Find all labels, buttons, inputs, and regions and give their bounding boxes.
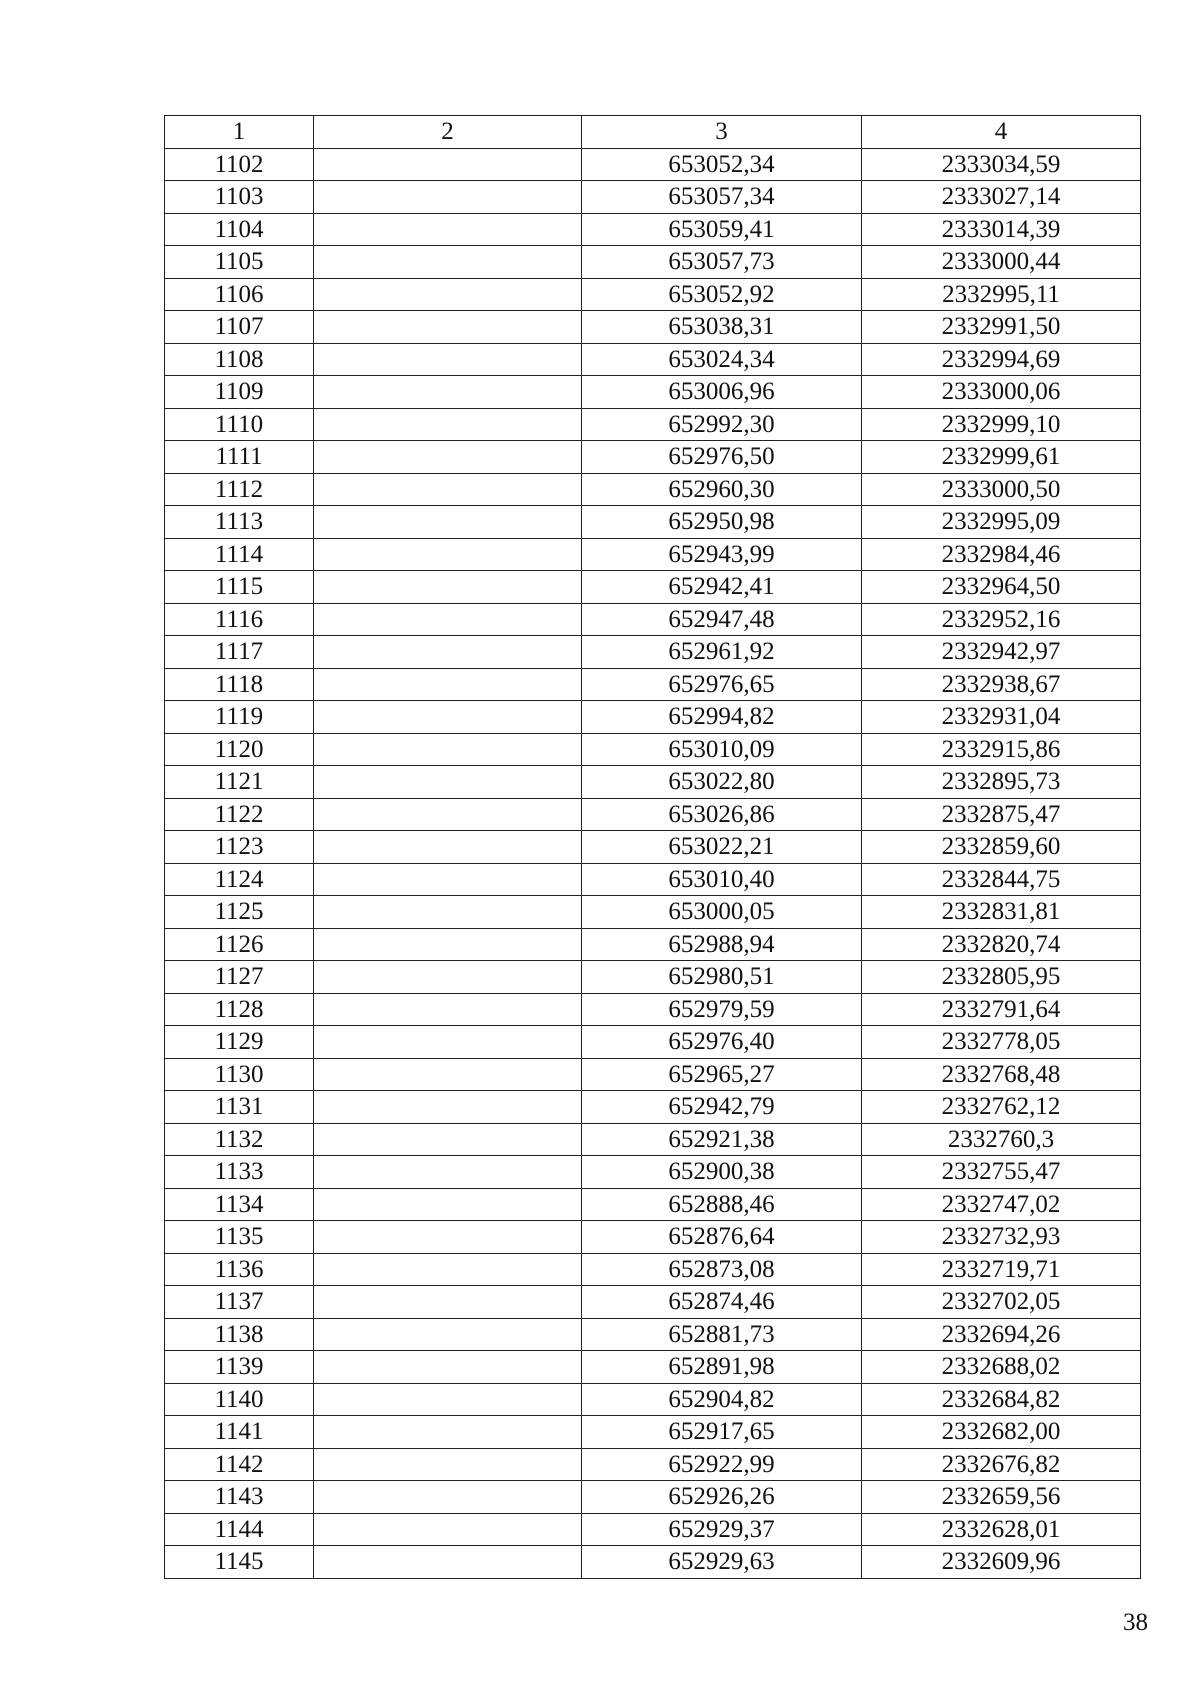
point-number-cell: 1118 [165, 668, 314, 701]
x-coordinate-cell: 652979,59 [582, 993, 862, 1026]
x-coordinate-cell: 652942,79 [582, 1091, 862, 1124]
point-number-cell: 1142 [165, 1448, 314, 1481]
point-number-cell: 1115 [165, 571, 314, 604]
y-coordinate-cell: 2332991,50 [862, 311, 1141, 344]
description-cell [314, 1513, 582, 1546]
table-row [165, 376, 1141, 409]
description-cell [314, 506, 582, 539]
description-cell [314, 181, 582, 214]
y-coordinate-cell: 2332684,82 [862, 1383, 1141, 1416]
table-row [165, 636, 1141, 669]
y-coordinate-cell: 2332995,09 [862, 506, 1141, 539]
description-cell [314, 376, 582, 409]
y-coordinate-cell: 2332844,75 [862, 863, 1141, 896]
table-row [165, 1448, 1141, 1481]
description-cell [314, 701, 582, 734]
y-coordinate-cell: 2332676,82 [862, 1448, 1141, 1481]
y-coordinate-cell: 2332760,3 [862, 1123, 1141, 1156]
y-coordinate-cell: 2332994,69 [862, 343, 1141, 376]
description-cell [314, 246, 582, 279]
y-coordinate-cell: 2332859,60 [862, 831, 1141, 864]
y-coordinate-cell: 2333000,06 [862, 376, 1141, 409]
description-cell [314, 1058, 582, 1091]
description-cell [314, 343, 582, 376]
point-number-cell: 1143 [165, 1481, 314, 1514]
point-number-cell: 1134 [165, 1188, 314, 1221]
description-cell [314, 1448, 582, 1481]
description-cell [314, 408, 582, 441]
coordinates-table [164, 115, 1141, 1579]
x-coordinate-cell: 652873,08 [582, 1253, 862, 1286]
description-cell [314, 993, 582, 1026]
point-number-cell: 1107 [165, 311, 314, 344]
x-coordinate-cell: 653052,34 [582, 148, 862, 181]
point-number-cell: 1102 [165, 148, 314, 181]
x-coordinate-cell: 652921,38 [582, 1123, 862, 1156]
x-coordinate-cell: 653052,92 [582, 278, 862, 311]
table-row [165, 1513, 1141, 1546]
table-row [165, 1383, 1141, 1416]
table-row [165, 311, 1141, 344]
table-row [165, 1058, 1141, 1091]
y-coordinate-cell: 2332931,04 [862, 701, 1141, 734]
table-row [165, 1091, 1141, 1124]
table-row [165, 1221, 1141, 1254]
point-number-cell: 1125 [165, 896, 314, 929]
table-row [165, 278, 1141, 311]
table-row [165, 1253, 1141, 1286]
x-coordinate-cell: 652943,99 [582, 538, 862, 571]
x-coordinate-cell: 652988,94 [582, 928, 862, 961]
point-number-cell: 1140 [165, 1383, 314, 1416]
y-coordinate-cell: 2333027,14 [862, 181, 1141, 214]
x-coordinate-cell: 652950,98 [582, 506, 862, 539]
y-coordinate-cell: 2332688,02 [862, 1351, 1141, 1384]
y-coordinate-cell: 2332831,81 [862, 896, 1141, 929]
column-header-1: 1 [165, 116, 314, 149]
point-number-cell: 1103 [165, 181, 314, 214]
point-number-cell: 1120 [165, 733, 314, 766]
x-coordinate-cell: 652994,82 [582, 701, 862, 734]
y-coordinate-cell: 2332895,73 [862, 766, 1141, 799]
table-row [165, 928, 1141, 961]
table-row [165, 1318, 1141, 1351]
page-number: 38 [1123, 1609, 1148, 1636]
table-row [165, 408, 1141, 441]
x-coordinate-cell: 653006,96 [582, 376, 862, 409]
description-cell [314, 441, 582, 474]
y-coordinate-cell: 2332628,01 [862, 1513, 1141, 1546]
table-header-row [165, 116, 1141, 149]
point-number-cell: 1112 [165, 473, 314, 506]
table-row [165, 831, 1141, 864]
table-row [165, 441, 1141, 474]
column-header-3: 3 [582, 116, 862, 149]
y-coordinate-cell: 2332719,71 [862, 1253, 1141, 1286]
table-row [165, 1481, 1141, 1514]
point-number-cell: 1137 [165, 1286, 314, 1319]
x-coordinate-cell: 652929,63 [582, 1546, 862, 1579]
description-cell [314, 311, 582, 344]
x-coordinate-cell: 652976,65 [582, 668, 862, 701]
x-coordinate-cell: 653010,40 [582, 863, 862, 896]
point-number-cell: 1136 [165, 1253, 314, 1286]
x-coordinate-cell: 653057,34 [582, 181, 862, 214]
table-row [165, 1546, 1141, 1579]
description-cell [314, 213, 582, 246]
point-number-cell: 1106 [165, 278, 314, 311]
description-cell [314, 798, 582, 831]
description-cell [314, 863, 582, 896]
y-coordinate-cell: 2332938,67 [862, 668, 1141, 701]
point-number-cell: 1116 [165, 603, 314, 636]
point-number-cell: 1127 [165, 961, 314, 994]
description-cell [314, 896, 582, 929]
point-number-cell: 1133 [165, 1156, 314, 1189]
y-coordinate-cell: 2332747,02 [862, 1188, 1141, 1221]
point-number-cell: 1109 [165, 376, 314, 409]
point-number-cell: 1122 [165, 798, 314, 831]
description-cell [314, 1253, 582, 1286]
y-coordinate-cell: 2332791,64 [862, 993, 1141, 1026]
table-row [165, 181, 1141, 214]
point-number-cell: 1110 [165, 408, 314, 441]
table-row [165, 1351, 1141, 1384]
x-coordinate-cell: 652891,98 [582, 1351, 862, 1384]
table-row [165, 1416, 1141, 1449]
y-coordinate-cell: 2332694,26 [862, 1318, 1141, 1351]
y-coordinate-cell: 2332999,61 [862, 441, 1141, 474]
description-cell [314, 733, 582, 766]
y-coordinate-cell: 2332768,48 [862, 1058, 1141, 1091]
y-coordinate-cell: 2332875,47 [862, 798, 1141, 831]
description-cell [314, 1546, 582, 1579]
y-coordinate-cell: 2332732,93 [862, 1221, 1141, 1254]
description-cell [314, 1026, 582, 1059]
point-number-cell: 1111 [165, 441, 314, 474]
x-coordinate-cell: 652942,41 [582, 571, 862, 604]
description-cell [314, 831, 582, 864]
column-header-4: 4 [862, 116, 1141, 149]
description-cell [314, 1318, 582, 1351]
description-cell [314, 1383, 582, 1416]
point-number-cell: 1141 [165, 1416, 314, 1449]
x-coordinate-cell: 653026,86 [582, 798, 862, 831]
description-cell [314, 1123, 582, 1156]
x-coordinate-cell: 652947,48 [582, 603, 862, 636]
point-number-cell: 1129 [165, 1026, 314, 1059]
point-number-cell: 1130 [165, 1058, 314, 1091]
description-cell [314, 668, 582, 701]
table-row [165, 603, 1141, 636]
description-cell [314, 928, 582, 961]
x-coordinate-cell: 652976,40 [582, 1026, 862, 1059]
table-row [165, 798, 1141, 831]
description-cell [314, 571, 582, 604]
point-number-cell: 1145 [165, 1546, 314, 1579]
description-cell [314, 1156, 582, 1189]
point-number-cell: 1108 [165, 343, 314, 376]
x-coordinate-cell: 653024,34 [582, 343, 862, 376]
table-row [165, 766, 1141, 799]
point-number-cell: 1144 [165, 1513, 314, 1546]
description-cell [314, 1221, 582, 1254]
point-number-cell: 1132 [165, 1123, 314, 1156]
x-coordinate-cell: 652980,51 [582, 961, 862, 994]
table-row [165, 993, 1141, 1026]
x-coordinate-cell: 652960,30 [582, 473, 862, 506]
description-cell [314, 1416, 582, 1449]
description-cell [314, 1091, 582, 1124]
point-number-cell: 1126 [165, 928, 314, 961]
table-row [165, 1026, 1141, 1059]
description-cell [314, 603, 582, 636]
table-row [165, 668, 1141, 701]
x-coordinate-cell: 652888,46 [582, 1188, 862, 1221]
y-coordinate-cell: 2332755,47 [862, 1156, 1141, 1189]
point-number-cell: 1121 [165, 766, 314, 799]
description-cell [314, 766, 582, 799]
x-coordinate-cell: 652904,82 [582, 1383, 862, 1416]
y-coordinate-cell: 2332805,95 [862, 961, 1141, 994]
table-row [165, 213, 1141, 246]
description-cell [314, 636, 582, 669]
point-number-cell: 1104 [165, 213, 314, 246]
description-cell [314, 1286, 582, 1319]
point-number-cell: 1128 [165, 993, 314, 1026]
description-cell [314, 1188, 582, 1221]
y-coordinate-cell: 2332915,86 [862, 733, 1141, 766]
table-row [165, 506, 1141, 539]
table-row [165, 1156, 1141, 1189]
point-number-cell: 1123 [165, 831, 314, 864]
point-number-cell: 1105 [165, 246, 314, 279]
x-coordinate-cell: 652976,50 [582, 441, 862, 474]
description-cell [314, 278, 582, 311]
description-cell [314, 961, 582, 994]
description-cell [314, 148, 582, 181]
point-number-cell: 1131 [165, 1091, 314, 1124]
table-row [165, 148, 1141, 181]
x-coordinate-cell: 653010,09 [582, 733, 862, 766]
description-cell [314, 538, 582, 571]
table-row [165, 896, 1141, 929]
point-number-cell: 1124 [165, 863, 314, 896]
x-coordinate-cell: 653057,73 [582, 246, 862, 279]
table-row [165, 343, 1141, 376]
y-coordinate-cell: 2332762,12 [862, 1091, 1141, 1124]
x-coordinate-cell: 653038,31 [582, 311, 862, 344]
x-coordinate-cell: 653059,41 [582, 213, 862, 246]
x-coordinate-cell: 652929,37 [582, 1513, 862, 1546]
x-coordinate-cell: 652926,26 [582, 1481, 862, 1514]
y-coordinate-cell: 2332952,16 [862, 603, 1141, 636]
y-coordinate-cell: 2333000,44 [862, 246, 1141, 279]
y-coordinate-cell: 2333034,59 [862, 148, 1141, 181]
x-coordinate-cell: 652917,65 [582, 1416, 862, 1449]
y-coordinate-cell: 2333000,50 [862, 473, 1141, 506]
table-row [165, 1286, 1141, 1319]
x-coordinate-cell: 652961,92 [582, 636, 862, 669]
point-number-cell: 1114 [165, 538, 314, 571]
y-coordinate-cell: 2333014,39 [862, 213, 1141, 246]
table-row [165, 538, 1141, 571]
y-coordinate-cell: 2332820,74 [862, 928, 1141, 961]
y-coordinate-cell: 2332778,05 [862, 1026, 1141, 1059]
table-row [165, 246, 1141, 279]
x-coordinate-cell: 652992,30 [582, 408, 862, 441]
y-coordinate-cell: 2332964,50 [862, 571, 1141, 604]
point-number-cell: 1135 [165, 1221, 314, 1254]
point-number-cell: 1119 [165, 701, 314, 734]
x-coordinate-cell: 653022,80 [582, 766, 862, 799]
x-coordinate-cell: 652881,73 [582, 1318, 862, 1351]
y-coordinate-cell: 2332659,56 [862, 1481, 1141, 1514]
y-coordinate-cell: 2332984,46 [862, 538, 1141, 571]
table-row [165, 961, 1141, 994]
description-cell [314, 1351, 582, 1384]
y-coordinate-cell: 2332995,11 [862, 278, 1141, 311]
y-coordinate-cell: 2332702,05 [862, 1286, 1141, 1319]
table-row [165, 733, 1141, 766]
table-row [165, 1123, 1141, 1156]
x-coordinate-cell: 653022,21 [582, 831, 862, 864]
x-coordinate-cell: 652922,99 [582, 1448, 862, 1481]
table-row [165, 473, 1141, 506]
point-number-cell: 1117 [165, 636, 314, 669]
column-header-2: 2 [314, 116, 582, 149]
y-coordinate-cell: 2332682,00 [862, 1416, 1141, 1449]
table-row [165, 1188, 1141, 1221]
y-coordinate-cell: 2332942,97 [862, 636, 1141, 669]
table-row [165, 863, 1141, 896]
x-coordinate-cell: 652965,27 [582, 1058, 862, 1091]
x-coordinate-cell: 652900,38 [582, 1156, 862, 1189]
y-coordinate-cell: 2332609,96 [862, 1546, 1141, 1579]
x-coordinate-cell: 652876,64 [582, 1221, 862, 1254]
description-cell [314, 1481, 582, 1514]
x-coordinate-cell: 653000,05 [582, 896, 862, 929]
point-number-cell: 1113 [165, 506, 314, 539]
table-row [165, 701, 1141, 734]
table-row [165, 571, 1141, 604]
y-coordinate-cell: 2332999,10 [862, 408, 1141, 441]
point-number-cell: 1138 [165, 1318, 314, 1351]
x-coordinate-cell: 652874,46 [582, 1286, 862, 1319]
point-number-cell: 1139 [165, 1351, 314, 1384]
table-body [165, 148, 1141, 1578]
description-cell [314, 473, 582, 506]
